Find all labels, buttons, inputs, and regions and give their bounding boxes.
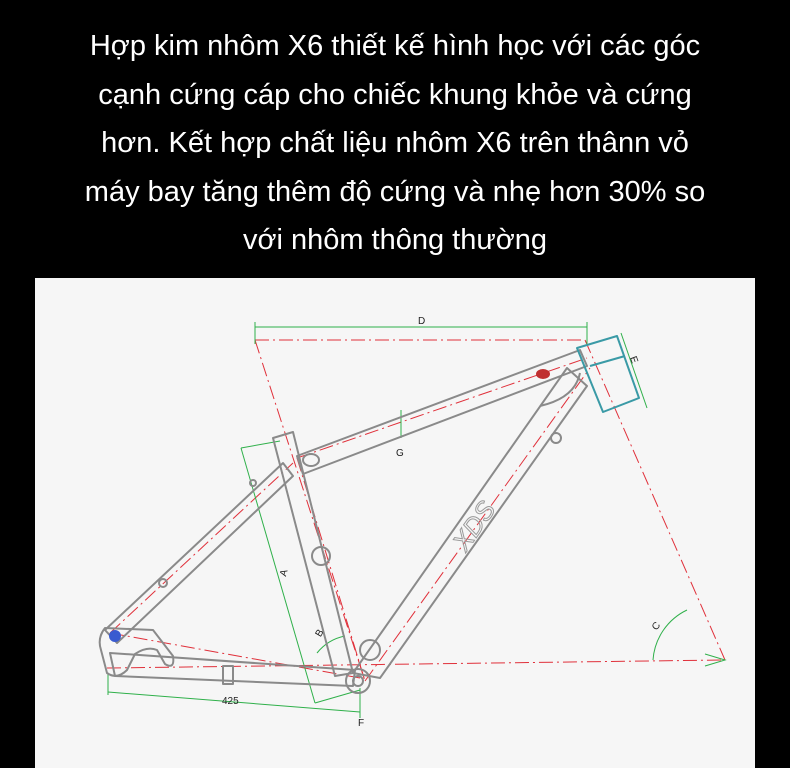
frame-geometry-panel (35, 278, 755, 768)
frame-geometry-diagram (35, 278, 755, 768)
dimension-label-f: F (358, 718, 365, 729)
caption-text (0, 22, 790, 265)
caption-line-5: với nhôm thông thường (242, 224, 548, 256)
dimension-label-a: A (278, 568, 291, 578)
frame-brand-marking: XDS (446, 495, 502, 557)
caption-line-2: cạnh cứng cáp cho chiếc khung khỏe và cứng (98, 78, 692, 111)
dimension-label-b: B (313, 627, 327, 639)
dimension-label-c: C (650, 620, 664, 633)
caption-line-3: hơn. Kết hợp chất liệu nhôm X6 trên thânn vỏ (101, 127, 689, 159)
chainstay-length-label: 425 (222, 696, 239, 707)
dimension-label-e: E (627, 354, 640, 365)
caption-line-1: Hợp kim nhôm X6 thiết kế hình học với các góc (89, 30, 701, 62)
centerlines (107, 340, 725, 681)
dimension-label-g: G (396, 448, 404, 459)
bike-frame (100, 336, 639, 693)
caption-line-4: máy bay tăng thêm độ cứng và nhẹ hơn 30% so (84, 175, 706, 208)
dimension-label-d: D (418, 316, 426, 327)
